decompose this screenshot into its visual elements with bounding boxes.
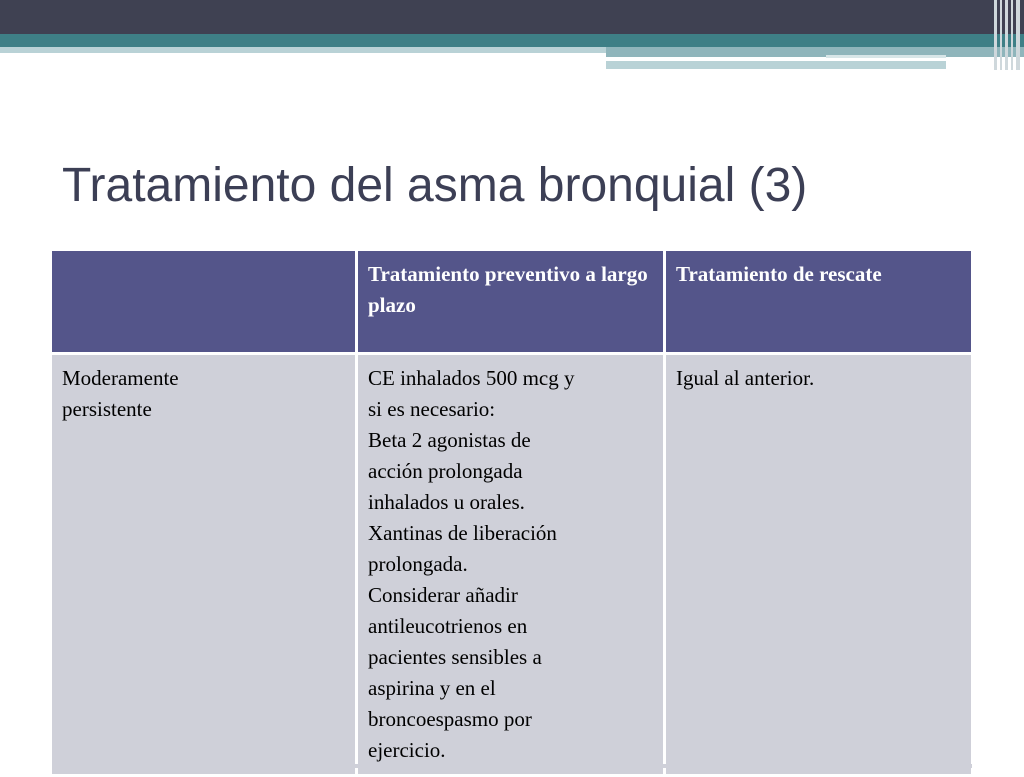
table-row bbox=[52, 355, 971, 774]
cell-text: CE inhalados 500 mcg y bbox=[368, 366, 575, 390]
top-band-light bbox=[606, 47, 1024, 57]
cell-text: Xantinas de liberación bbox=[368, 521, 557, 545]
severity-cell bbox=[52, 355, 355, 774]
top-band-light bbox=[826, 55, 946, 58]
cell-text: Beta 2 agonistas de bbox=[368, 428, 531, 452]
top-band-light bbox=[0, 47, 606, 53]
rescue-cell bbox=[666, 355, 971, 774]
cell-text: broncoespasmo por bbox=[368, 707, 532, 731]
header-cell-empty bbox=[52, 251, 355, 352]
treatment-table bbox=[49, 248, 974, 777]
cell-text: Moderamente bbox=[62, 366, 179, 390]
header-cell-rescue: Tratamiento de rescate bbox=[666, 251, 971, 352]
cell-text: acción prolongada bbox=[368, 459, 523, 483]
top-band-light bbox=[606, 61, 946, 69]
cell-text: Considerar añadir bbox=[368, 583, 518, 607]
slide-title: Tratamiento del asma bronquial (3) bbox=[62, 159, 808, 212]
header-cell-preventive: Tratamiento preventivo a largo plazo bbox=[358, 251, 663, 352]
cell-text: aspirina y en el bbox=[368, 676, 496, 700]
preventive-cell bbox=[358, 355, 663, 774]
top-band-teal bbox=[0, 34, 1024, 47]
cell-text: persistente bbox=[62, 397, 152, 421]
cell-text: inhalados u orales. bbox=[368, 490, 525, 514]
table-header-row bbox=[52, 251, 971, 352]
cell-text: antileucotrienos en bbox=[368, 614, 528, 638]
cell-text: si es necesario: bbox=[368, 397, 496, 421]
cell-text: ejercicio. bbox=[368, 738, 446, 762]
corner-stripes bbox=[992, 0, 1024, 70]
cell-text: Igual al anterior. bbox=[676, 366, 815, 390]
cell-text: prolongada. bbox=[368, 552, 468, 576]
cell-text: pacientes sensibles a bbox=[368, 645, 542, 669]
table-next-row-edge bbox=[52, 764, 972, 768]
top-band-dark bbox=[0, 0, 1024, 34]
